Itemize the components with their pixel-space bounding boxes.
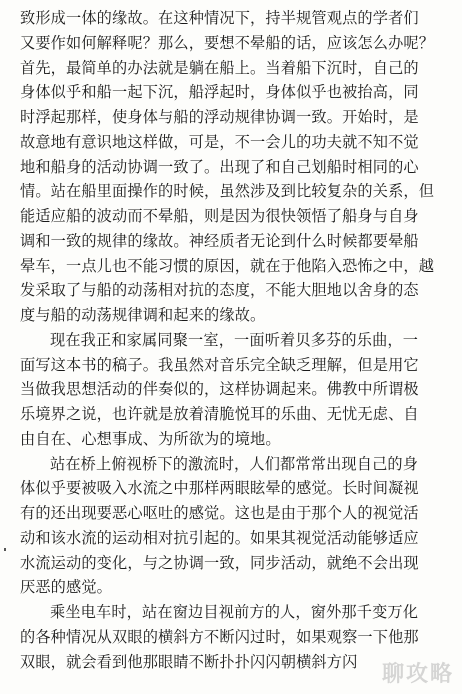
paragraph-4-line: 乘坐电车时，站在窗边目视前方的人，窗外那千变万化 [50, 603, 419, 621]
margin-mark [4, 548, 6, 551]
text-line: 度与船的动荡规律调和起来的缘故。 [20, 306, 266, 324]
text-line: 又要作如何解释呢？那么，要想不晕船的话，应该怎么办呢？ [20, 33, 435, 52]
text-line: 晕车，一点儿也不能习惯的原因，就在于他陷入恐怖之中，越 [20, 256, 435, 275]
text-line: 调和一致的规律的缘故。神经质者无论到什么时候都要晕船 [20, 231, 419, 250]
text-line: 首先，最简单的办法就是躺在船上。当着船下沉时，自己的 [20, 58, 419, 77]
paragraph-2-line: 乐境界之说，也许就是放着清脆悦耳的乐曲、无忧无虑、自 [20, 405, 419, 423]
paragraph-3-line: 水流运动的变化，与之协调一致，同步活动，就绝不会出现 [20, 553, 419, 572]
paragraph-4-line: 双眼，就会看到他那眼睛不断扑扑闪闪朝横斜方闪 [20, 652, 358, 671]
text-line: 时浮起那样，使身体与船的浮动规律协调一致。开始时，是 [20, 108, 419, 126]
text-line: 致形成一体的缘故。在这种情况下，持半规管观点的学者们 [20, 9, 419, 27]
paragraph-2-line: 现在我正和家属同聚一室，一面听着贝多芬的乐曲，一 [50, 330, 419, 349]
paragraph-3-line: 站在桥上俯视桥下的激流时，人们都常常出现自己的身 [50, 454, 419, 473]
paragraph-3-line: 动和该水流的运动相对抗引起的。如果其视觉活动能够适应 [20, 528, 419, 547]
text-line: 身体似乎和船一起下沉，船浮起时，身体似乎也被抬高，同 [20, 83, 419, 102]
text-line: 情。站在船里面操作的时候，虽然涉及到比较复杂的关系，但 [20, 182, 435, 201]
paragraph-3-line: 体似乎要被吸入水流之中那样两眼眩晕的感觉。长时间凝视 [20, 479, 419, 498]
watermark-logo: 聊攻略 [381, 662, 454, 687]
paragraph-3-line: 有的还出现要恶心呕吐的感觉。这也是由于那个人的视觉活 [20, 504, 419, 522]
text-line: 发采取了与船的动荡相对抗的态度，不能大胆地以舍身的态 [20, 281, 419, 300]
text-line: 能适应船的波动而不晕船，则是因为很快领悟了船身与自身 [20, 207, 419, 225]
paragraph-2-line: 当做我思想活动的伴奏似的，这样协调起来。佛教中所谓极 [20, 380, 419, 399]
text-body [20, 6, 450, 674]
paragraph-2-line: 由自在、心想事成、为所欲为的境地。 [20, 429, 281, 448]
paragraph-2-line: 面写这本书的稿子。我虽然对音乐完全缺乏理解，但是用它 [20, 355, 419, 374]
paragraph-4-line: 的各种情况从双眼的横斜方不断闪过时，如果观察一下他那 [20, 627, 419, 646]
paragraph-3-line: 厌恶的感觉。 [20, 578, 113, 597]
text-line: 地和船身的活动协调一致了。出现了和自己划船时相同的心 [20, 157, 419, 176]
text-line: 故意地有意识地这样做，可是，不一会儿的功夫就不知不觉 [20, 132, 419, 151]
